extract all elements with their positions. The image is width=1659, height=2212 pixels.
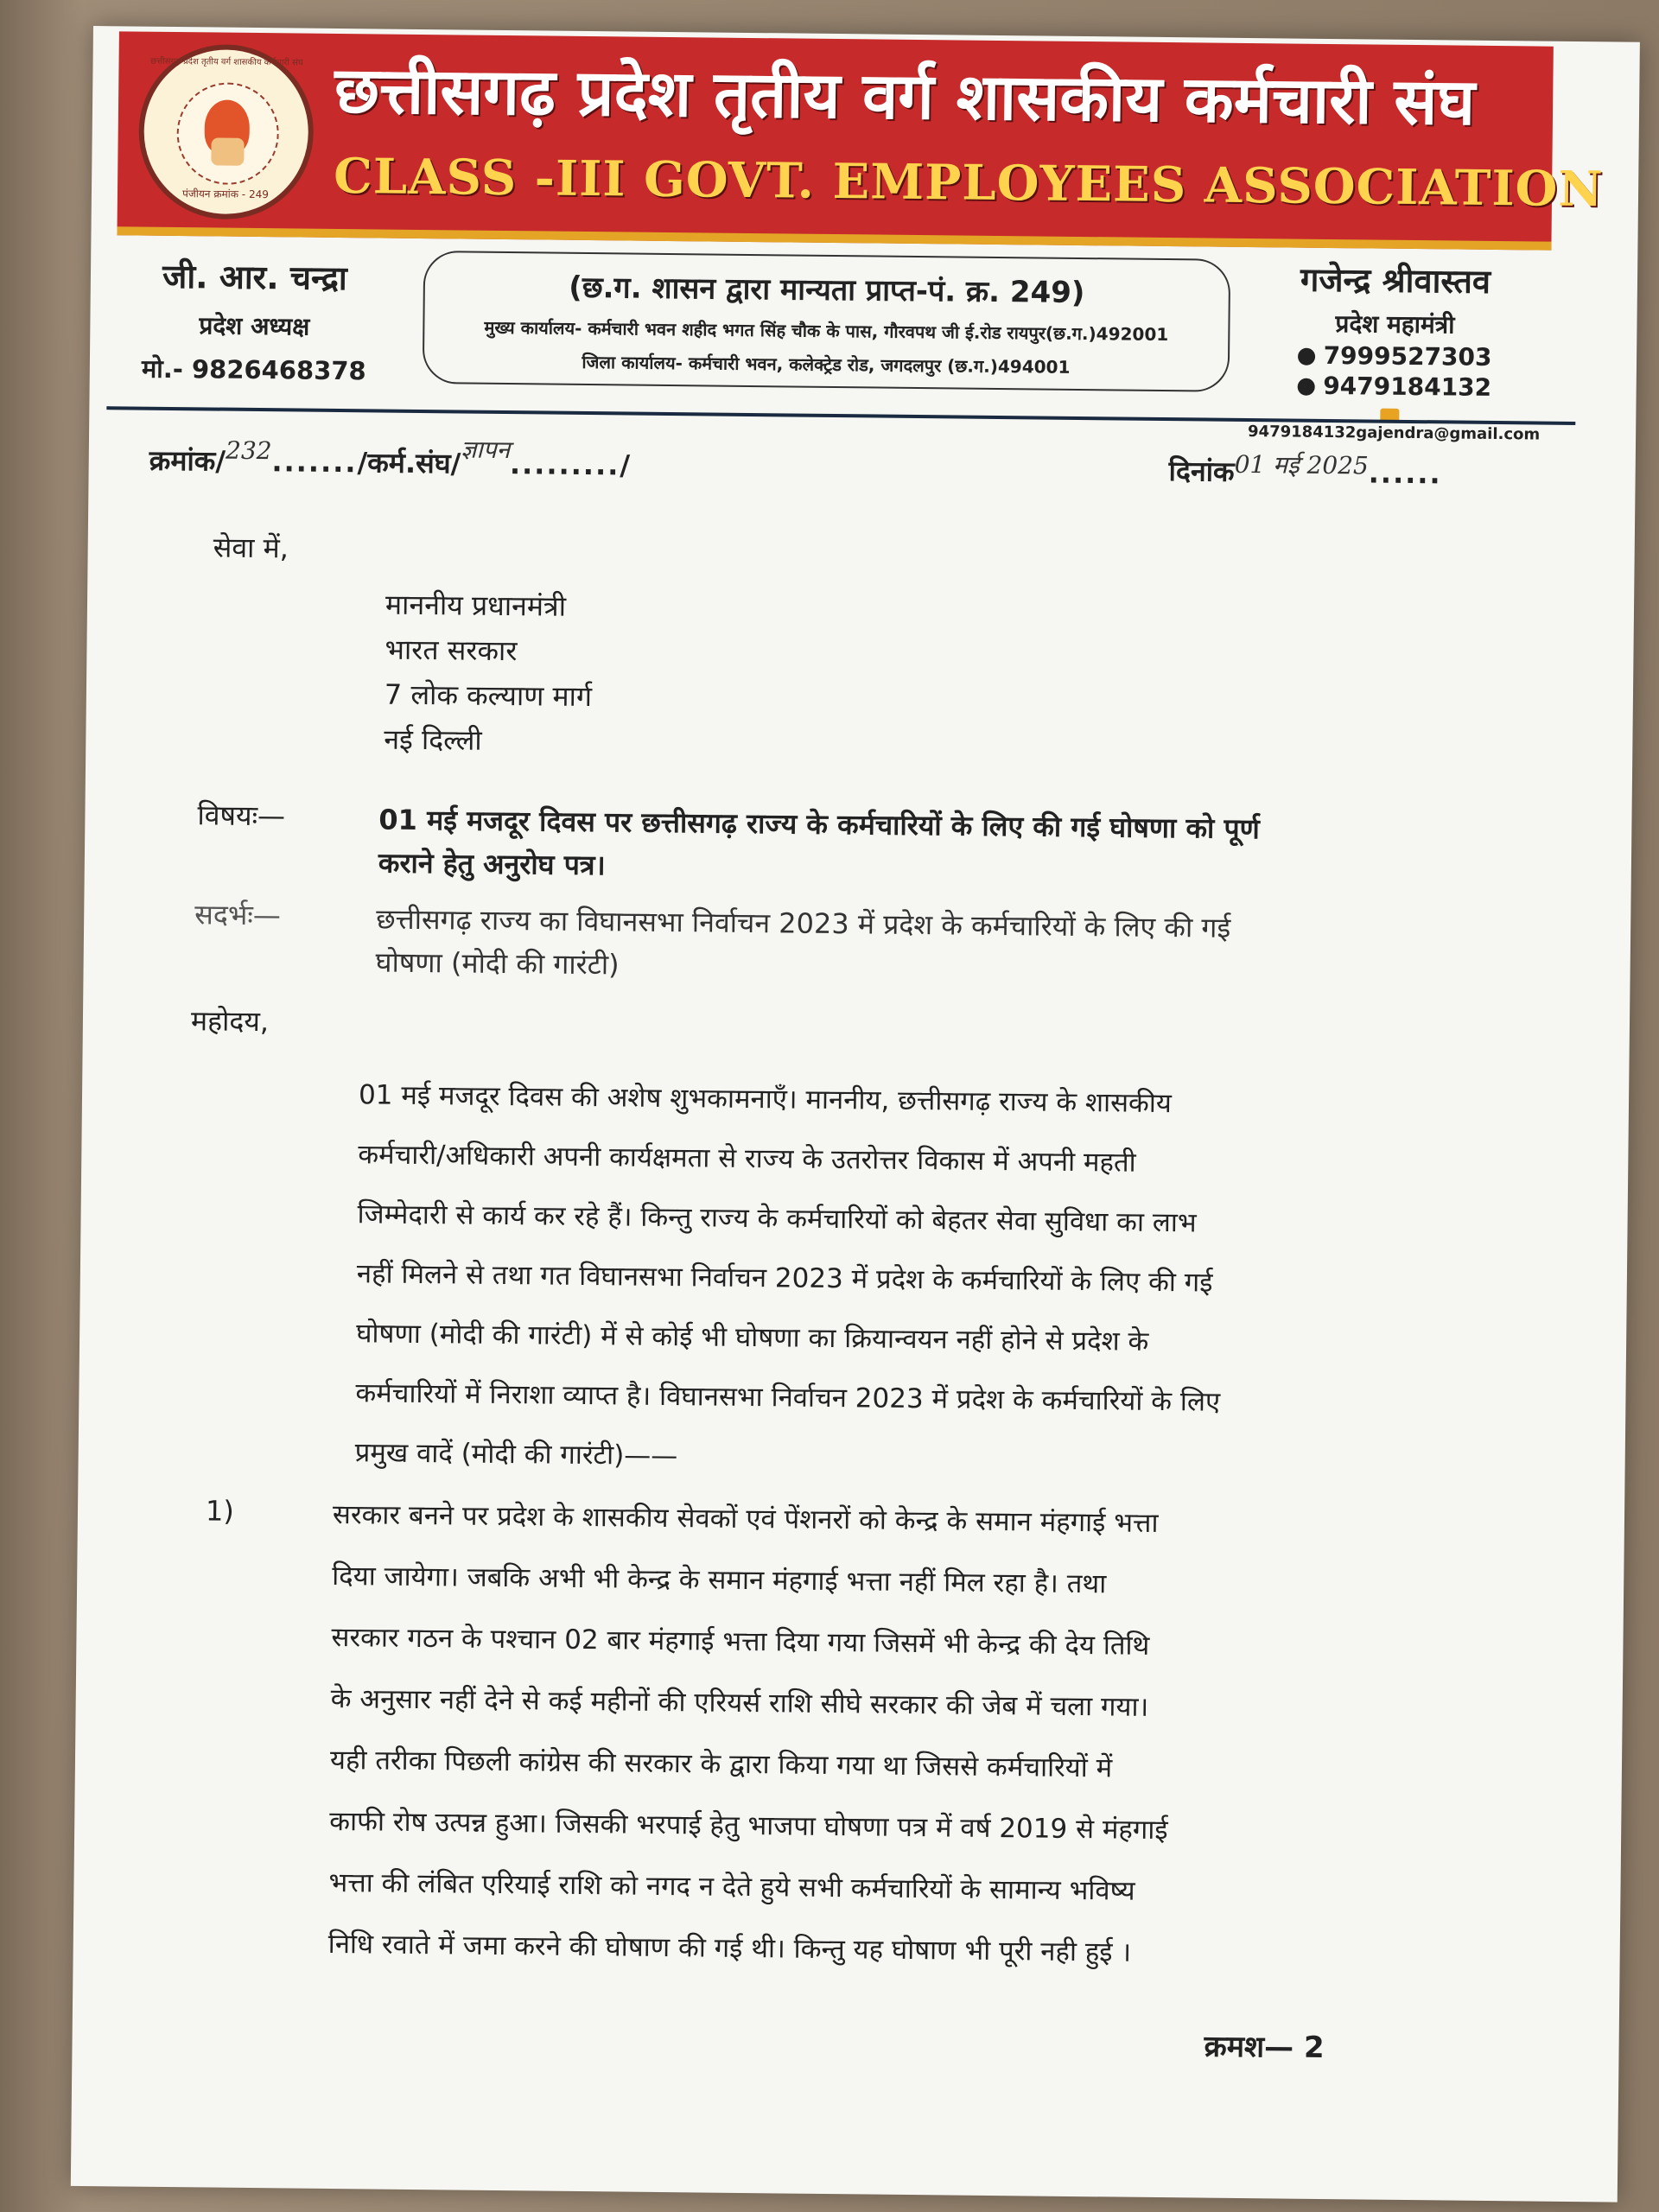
paragraph-line: नहीं मिलने से तथा गत विघानसभा निर्वाचन 2023 में प्रदेश के कर्मचारियों के लिए की गई [356,1258,1213,1299]
point-line: काफी रोष उत्पन्न हुआ। जिसकी भरपाई हेतु भाजपा घोषणा पत्र में वर्ष 2019 से मंहगाई [329,1805,1168,1847]
point-1-text [327,1484,1426,1986]
paragraph-line: कर्मचारी/अधिकारी अपनी कार्यक्षमता से राज्य के उतरोत्तर विकास में अपनी महती [358,1139,1136,1179]
recognition-text: (छ.ग. शासन द्वारा मान्यता प्राप्त-पं. क्र. 249) [569,270,1085,311]
letterhead-banner [117,31,1604,250]
reference-label: सदर्भः— [194,898,282,932]
addressee-block [384,582,593,765]
addressee-line: माननीय प्रधानमंत्री [385,588,567,623]
reference-text: छत्तीसगढ़ राज्य का विघानसभा निर्वाचन 2023 में प्रदेश के कर्मचारियों के लिए की गई घोषणा (मोदी की गारंटी) [375,902,1231,982]
addressee-line: नई दिल्ली [384,722,482,757]
phone-icon [1298,348,1315,365]
paragraph-line: जिम्मेदारी से कार्य कर रहे हैं। किन्तु राज्य के कर्मचारियों को बेहतर सेवा सुविधा का लाभ [357,1198,1197,1239]
president-role: प्रदेश अध्यक्ष [199,311,310,341]
point-line: सरकार बनने पर प्रदेश के शासकीय सेवकों एवं पेंशनरों को केन्द्र के समान मंहगाई भत्ता [332,1498,1159,1540]
whatsapp-icon [1297,378,1314,396]
secretary-email: 9479184132gajendra@gmail.com [1247,404,1541,444]
president-name: जी. आर. चन्द्रा [162,257,348,298]
association-seal-icon [138,44,315,220]
district-office-address: जिला कार्यालय- कर्मचारी भवन, कलेक्ट्रेड रोड, जगदलपुर (छ.ग.)494001 [582,351,1071,378]
seal-text: छत्तीसगढ़ प्रदेश तृतीय वर्ग शासकीय कर्मचारी संघ [150,56,303,68]
head-office-address: मुख्य कार्यालय- कर्मचारी भवन शहीद भगत सिंह चौक के पास, गौरवपथ जी ई.रोड रायपुर(छ.ग.)492001 [484,316,1169,346]
secretary-whatsapp: 9479184132 [1248,371,1541,403]
date-value: 01 मई 2025 [1234,449,1370,480]
president-mobile: मो.- 9826468378 [141,353,366,386]
paragraph-line: 01 मई मजदूर दिवस की अशेष शुभकामनाएँ। माननीय, छत्तीसगढ़ राज्य के शासकीय [358,1079,1173,1120]
greeting: महोदय, [190,1004,270,1039]
torch-hand-icon [211,137,244,165]
subject-label: विषयः— [197,798,286,833]
association-title-hindi: छत्तीसगढ़ प्रदेश तृतीय वर्ग शासकीय कर्मचारी संघ [334,53,1476,140]
reference-number: क्रमांक/232......./कर्म.संघ/ज्ञापन........./ [149,435,631,482]
president-block [124,252,385,387]
secretary-name: गजेन्द्र श्रीवास्तव [1300,260,1491,301]
point-line: सरकार गठन के पश्चान 02 बार मंहगाई भत्ता दिया गया जिसमें भी केन्द्र की देय तिथि [331,1621,1150,1662]
association-title-english: CLASS -III GOVT. EMPLOYEES ASSOCIATION [333,147,1604,219]
subject-text: 01 मई मजदूर दिवस पर छत्तीसगढ़ राज्य के कर्मचारियों के लिए की गई घोषणा को पूर्ण कराने हेतु अनुरोघ पत्र। [378,803,1260,882]
point-line: निधि रवाते में जमा करने की घोषाण की गई थी। किन्तु यह घोषाण भी पूरी नही हुई । [327,1928,1132,1968]
letter-page [71,26,1640,2202]
office-address-box [423,251,1231,392]
reference-type-value: ज्ञापन [461,435,511,465]
point-line: दिया जायेगा। जबकि अभी भी केन्द्र के समान मंहगाई भत्ता नहीं मिल रहा है। तथा [332,1560,1107,1600]
date-field: दिनांक01 मई 2025...... [1168,449,1442,491]
continued-marker: क्रमश— 2 [1204,2029,1325,2066]
point-line: भत्ता की लंबित एरियाई राशि को नगद न देते हुये सभी कर्मचारियों के सामान्य भविष्य [328,1866,1135,1907]
addressee-line: भारत सरकार [385,632,518,668]
salutation-to: सेवा में, [213,531,289,565]
point-number: 1) [205,1494,235,1528]
seal-registration: पंजीयन क्रमांक - 249 [181,188,269,201]
main-paragraph [354,1065,1430,1494]
paragraph-line: घोषणा (मोदी की गारंटी) में से कोई भी घोषणा का क्रियान्वयन नहीं होने से प्रदेश के [355,1318,1149,1357]
point-line: यही तरीका पिछली कांग्रेस की सरकार के द्वारा किया गया था जिससे कर्मचारियों में [329,1744,1113,1784]
point-line: के अनुसार नहीं देने से कई महीनों की एरियर्स राशि सीघे सरकार की जेब में चला गया। [330,1682,1149,1723]
paragraph-line: प्रमुख वादें (मोदी की गारंटी)—— [354,1437,678,1472]
secretary-role: प्रदेश महामंत्री [1335,309,1455,340]
paragraph-line: कर्मचारियों में निराशा व्याप्त है। विघानसभा निर्वाचन 2023 में प्रदेश के कर्मचारियों के लिए [355,1377,1221,1418]
secretary-block [1247,256,1542,444]
reference-number-value: 232 [225,435,272,466]
addressee-line: 7 लोक कल्याण मार्ग [384,677,593,714]
secretary-phone: 7999527303 [1248,340,1541,372]
